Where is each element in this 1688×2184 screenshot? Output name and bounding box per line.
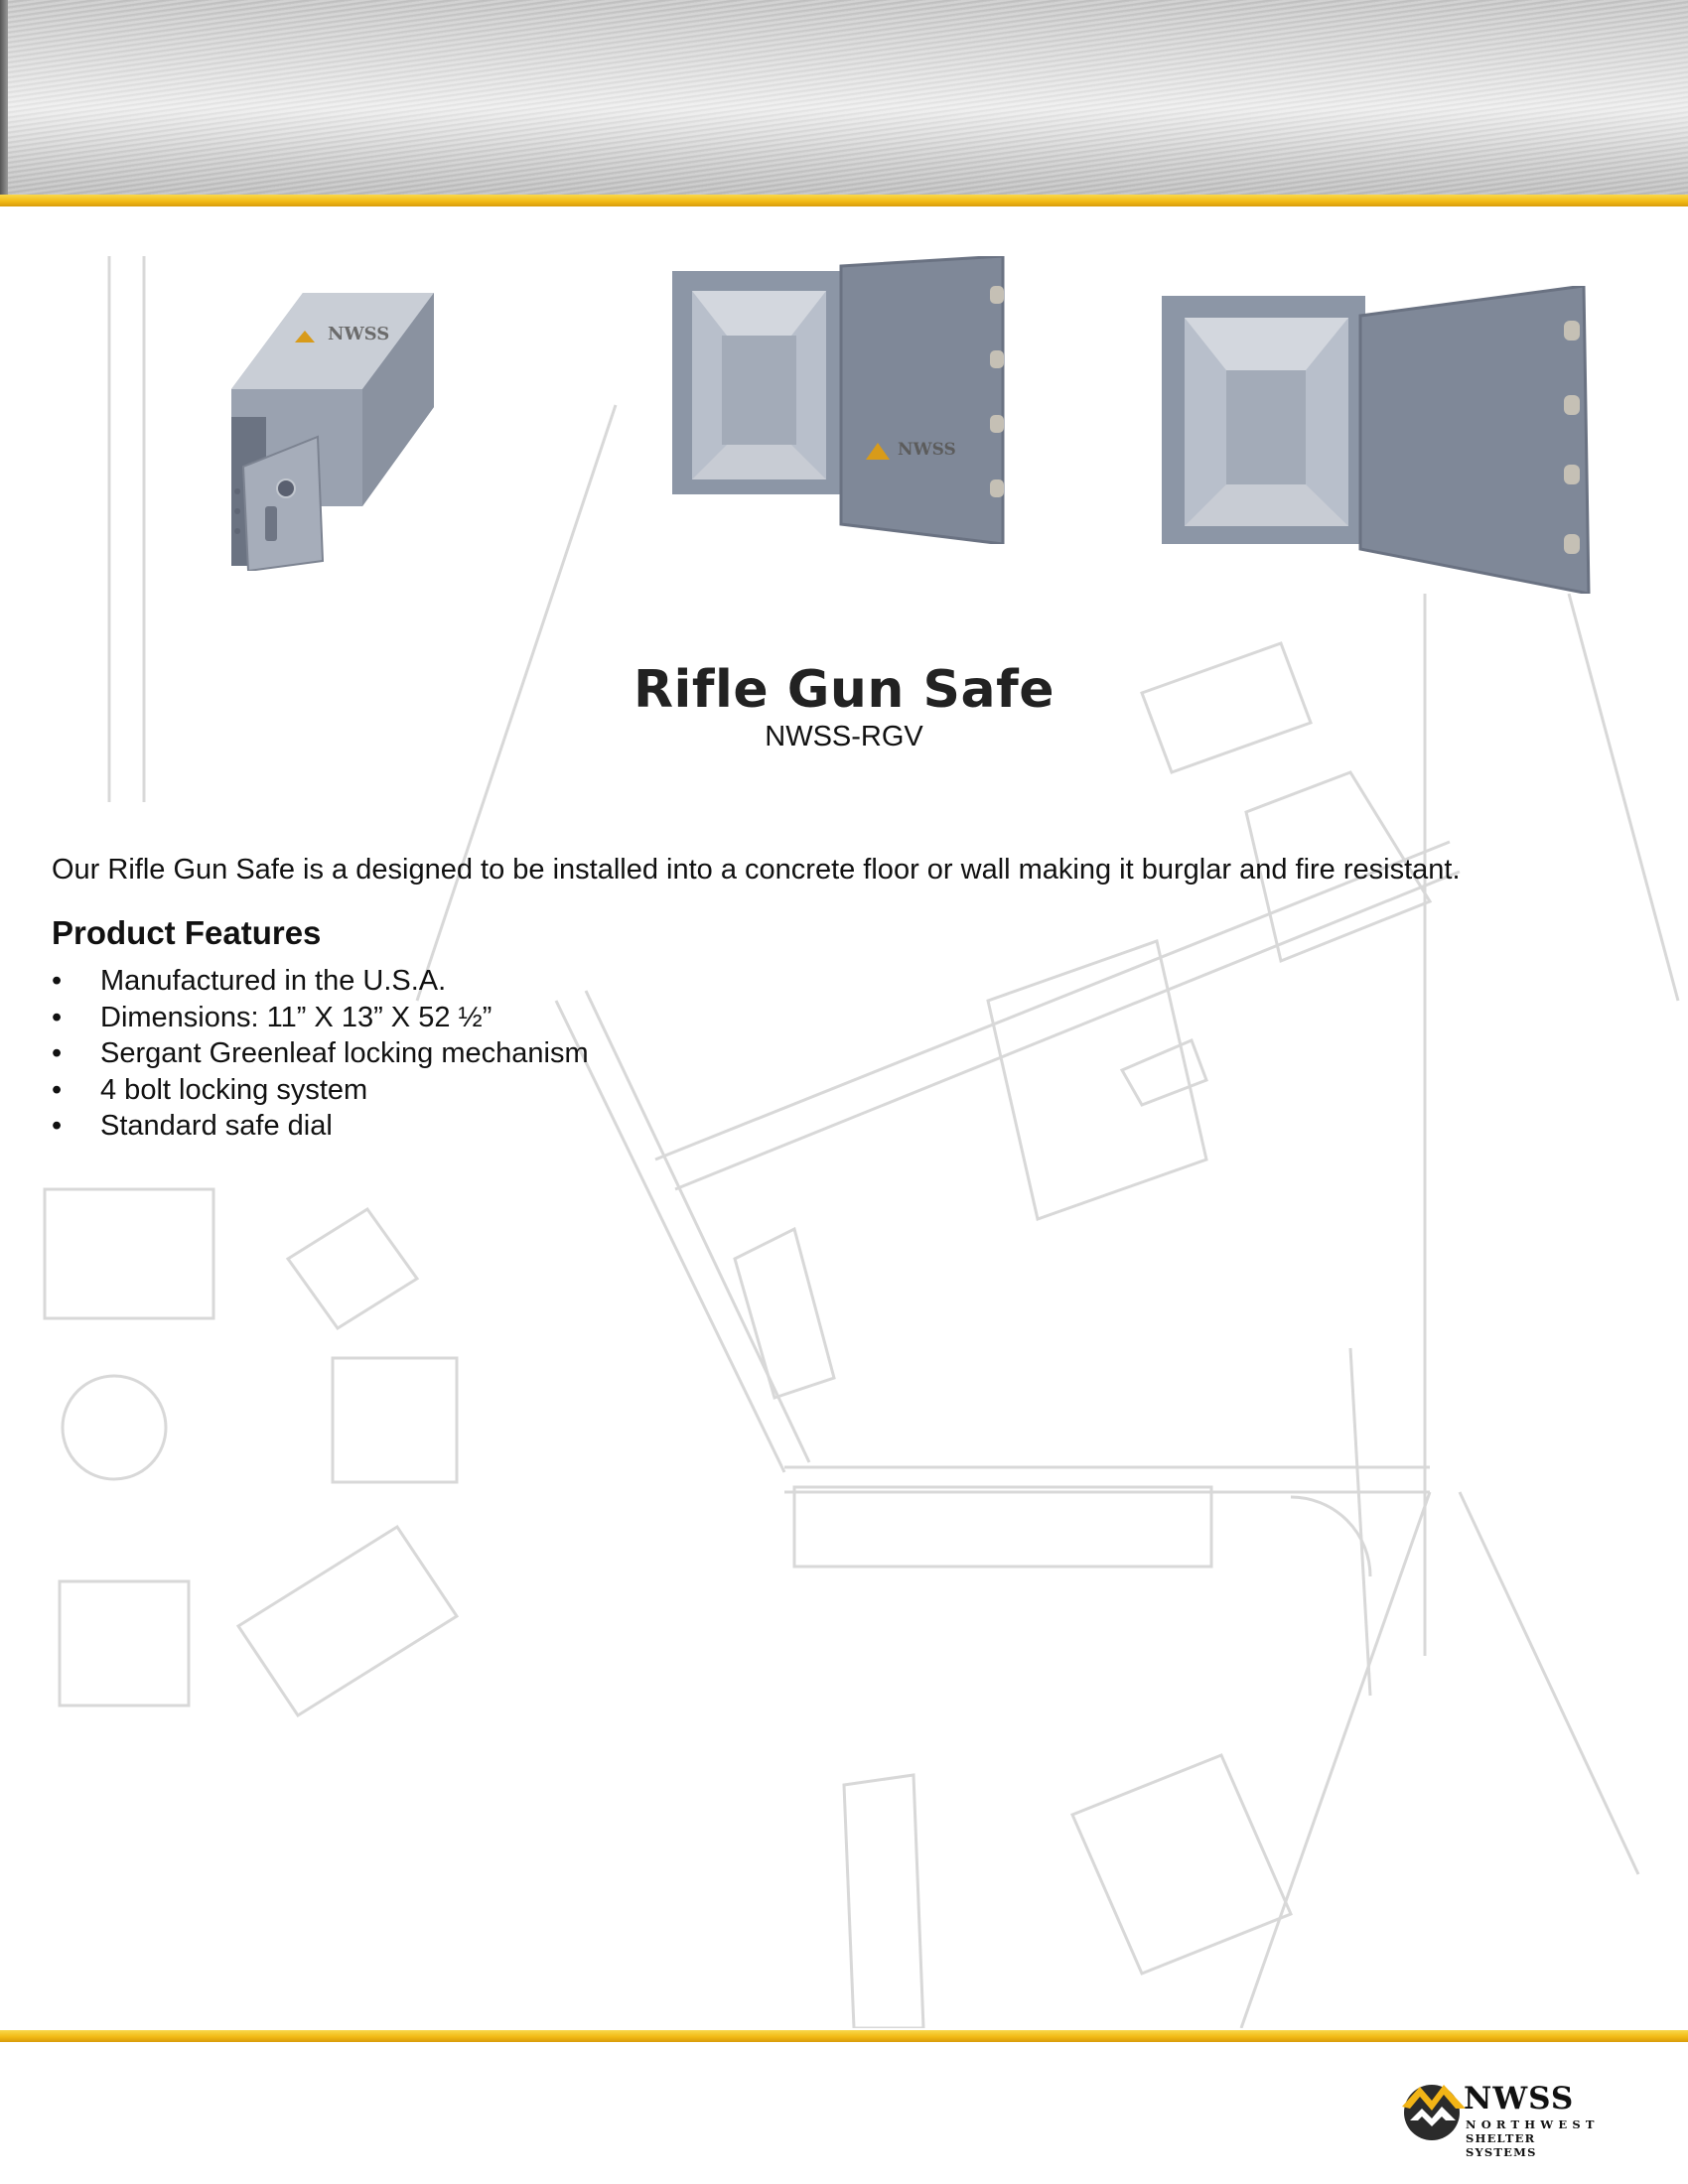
svg-text:NWSS: NWSS (328, 324, 390, 344)
list-item (52, 1108, 589, 1145)
brushed-metal-header (0, 0, 1688, 197)
list-item (52, 1035, 589, 1072)
feature-text: Dimensions: 11” X 13” X 52 ½” (100, 1001, 492, 1033)
bullet-icon: • (52, 1110, 63, 1142)
feature-text: 4 bolt locking system (100, 1073, 368, 1106)
product-title: Rifle Gun Safe (633, 660, 1055, 720)
company-logo (1400, 2077, 1600, 2159)
product-features-list (52, 963, 589, 1145)
feature-text: Standard safe dial (100, 1110, 333, 1142)
product-description: Our Rifle Gun Safe is a designed to be installed into a concrete floor or wall making it burglar and fire resistant. (52, 854, 1461, 886)
footer-gold-rule (0, 2030, 1688, 2042)
bullet-icon: • (52, 1037, 63, 1069)
list-item (52, 1072, 589, 1109)
svg-text:NWSS: NWSS (898, 440, 956, 460)
bullet-icon: • (52, 965, 63, 997)
gun-safe-photo-open-small (667, 256, 1010, 544)
logo-tagline-line2: SHELTER SYSTEMS (1466, 2131, 1537, 2159)
bullet-icon: • (52, 1001, 63, 1033)
gun-safe-photo-open-large (1157, 286, 1594, 594)
logo-tagline-line1: NORTHWEST (1466, 2117, 1600, 2131)
mountain-logo-icon (1400, 2077, 1468, 2142)
list-item (52, 1000, 589, 1036)
list-item (52, 963, 589, 1000)
rifle-safe-photo-tall (223, 268, 437, 571)
product-features-heading: Product Features (52, 914, 322, 951)
header-gold-rule (0, 195, 1688, 206)
feature-text: Sergant Greenleaf locking mechanism (100, 1037, 589, 1069)
feature-text: Manufactured in the U.S.A. (100, 965, 447, 997)
bullet-icon: • (52, 1073, 63, 1106)
product-model-number: NWSS-RGV (765, 721, 923, 752)
logo-brand-name: NWSS (1464, 2081, 1575, 2116)
